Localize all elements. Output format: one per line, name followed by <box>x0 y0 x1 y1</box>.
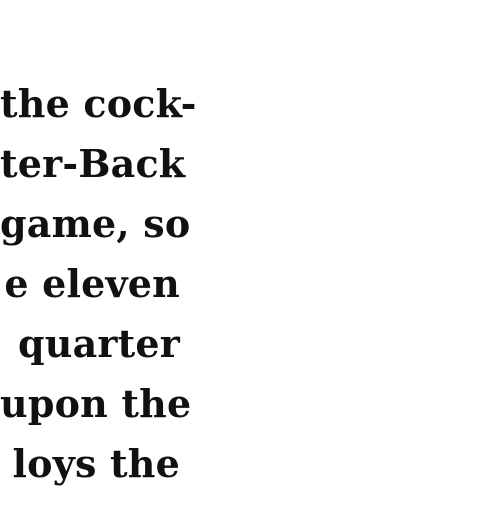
text-column-fragment <box>0 74 197 494</box>
text-line-1: the cock- <box>0 81 197 126</box>
text-line-2: ter-Back <box>0 141 186 186</box>
text-line-5: quarter <box>18 321 180 366</box>
text-line-6: upon the <box>0 381 192 426</box>
text-line-7: loys the <box>12 441 180 486</box>
text-line-4: e eleven <box>4 261 180 306</box>
text-line-3: game, so <box>0 201 191 246</box>
